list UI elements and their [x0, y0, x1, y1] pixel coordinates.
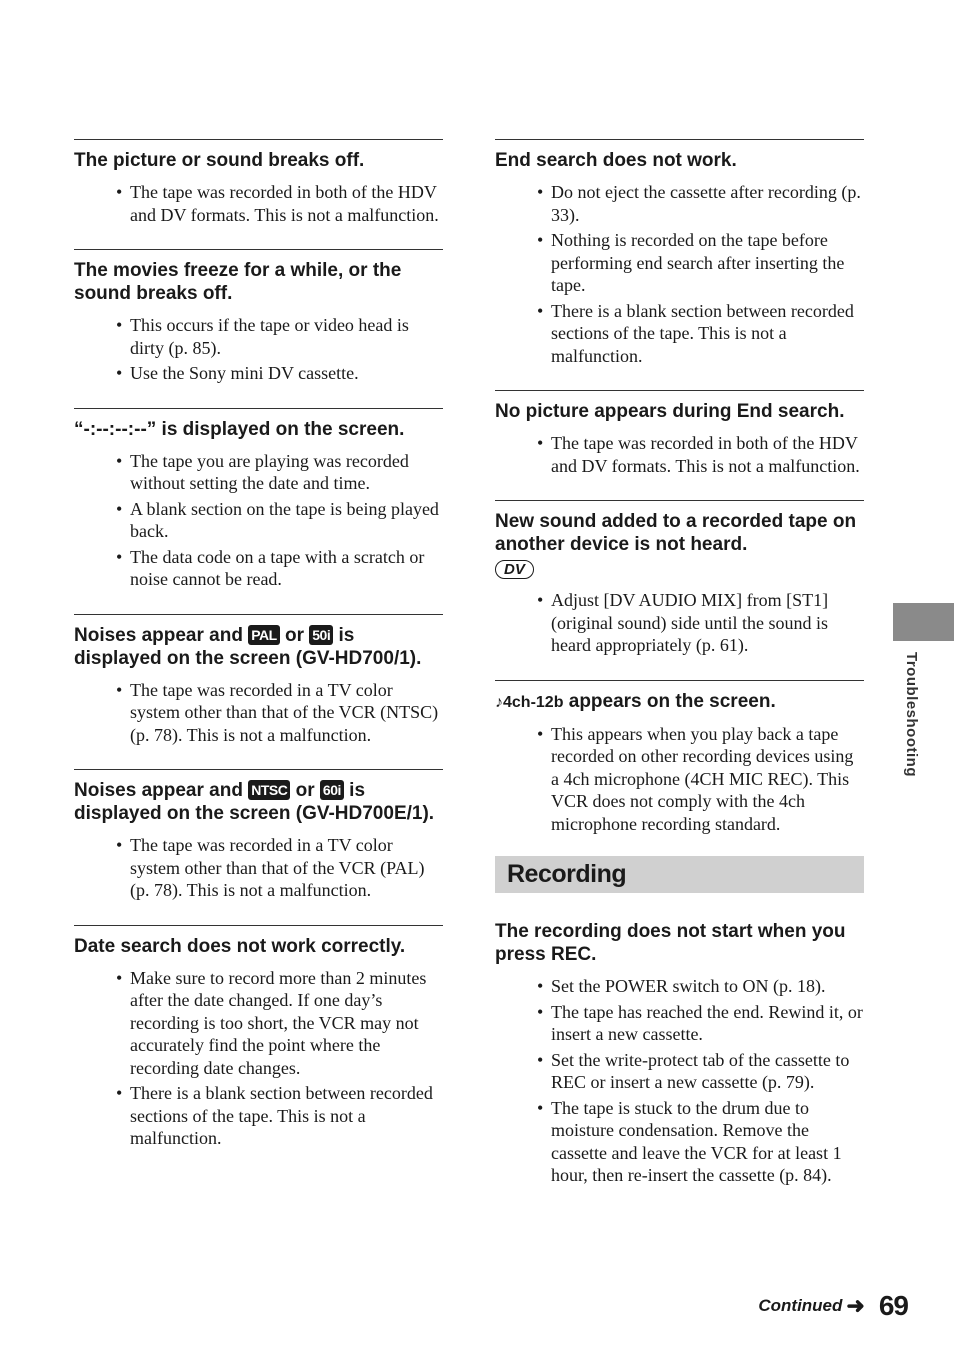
bullet-list	[74, 967, 443, 1150]
list-item: • Make sure to record more than 2 minutes after the date changed. If one day’s recording is too short, the VCR may not accurately find the point where the recording date changes.	[116, 967, 443, 1080]
list-item: • The data code on a tape with a scratch or noise cannot be read.	[116, 546, 443, 591]
heading-text: appears on the screen.	[568, 690, 776, 712]
section-time-dashes	[74, 408, 443, 591]
right-column	[495, 139, 864, 1190]
4ch-12b-icon: ♪4ch-12b	[495, 693, 564, 711]
list-item: • Do not eject the cassette after recording (p. 33).	[537, 181, 864, 226]
list-item: • There is a blank section between recorded sections of the tape. This is not a malfunction.	[537, 300, 864, 368]
bullet-list	[495, 181, 864, 367]
dv-icon: DV	[495, 560, 534, 579]
section-heading: The picture or sound breaks off.	[74, 150, 365, 171]
section-heading: Date search does not work correctly.	[74, 935, 406, 957]
continued-label: Continued	[758, 1296, 843, 1315]
list-item: • Use the Sony mini DV cassette.	[116, 362, 443, 385]
heading-text: Noises appear and	[74, 624, 243, 646]
list-item: • Set the write-protect tab of the cassette to REC or insert a new cassette (p. 79).	[537, 1049, 864, 1094]
section-noises-ntsc	[74, 769, 443, 902]
bullet-list	[74, 450, 443, 591]
section-heading: The movies freeze for a while, or the sound breaks off.	[74, 260, 402, 304]
list-item: • This appears when you play back a tape recorded on other recording devices using a 4ch microphone (4CH MIC REC). This VCR does not comply with the 4ch microphone recording standard.	[537, 723, 864, 836]
section-heading: “-:--:--:--” is displayed on the screen.	[74, 418, 405, 440]
section-heading	[495, 510, 864, 580]
bullet-list	[74, 679, 443, 747]
pal-icon: PAL	[248, 625, 279, 645]
section-heading	[74, 624, 443, 670]
section-heading	[495, 690, 864, 714]
chapter-tab	[893, 603, 954, 641]
list-item: • The tape was recorded in a TV color system other than that of the VCR (NTSC) (p. 78). This is not a malfunction.	[116, 679, 443, 747]
arrow-right-icon: ➜	[846, 1293, 865, 1318]
section-heading: No picture appears during End search.	[495, 401, 845, 422]
banner-title: Recording	[507, 860, 627, 888]
bullet-list	[74, 181, 443, 226]
bullet-list	[495, 589, 864, 657]
section-heading: End search does not work.	[495, 150, 737, 171]
left-column	[74, 139, 443, 1153]
list-item: • Adjust [DV AUDIO MIX] from [ST1] (original sound) side until the sound is heard appropriately (p. 61).	[537, 589, 864, 657]
list-item: • The tape you are playing was recorded without setting the date and time.	[116, 450, 443, 495]
list-item: • A blank section on the tape is being played back.	[116, 498, 443, 543]
heading-text: or	[284, 624, 304, 646]
heading-text: Noises appear and	[74, 780, 243, 801]
bullet-list	[74, 834, 443, 902]
ntsc-icon: NTSC	[248, 780, 290, 800]
section-heading: The recording does not start when you press REC.	[495, 921, 846, 965]
list-item: • This occurs if the tape or video head is dirty (p. 85).	[116, 314, 443, 359]
list-item: • Nothing is recorded on the tape before performing end search after inserting the tape.	[537, 229, 864, 297]
section-movies-freeze	[74, 249, 443, 385]
page-number: 69	[878, 1290, 908, 1321]
bullet-list	[495, 723, 864, 836]
list-item: • The tape has reached the end. Rewind it, or insert a new cassette.	[537, 1001, 864, 1046]
section-recording-not-start	[495, 920, 864, 1187]
section-new-sound	[495, 500, 864, 657]
list-item: • The tape is stuck to the drum due to moisture condensation. Remove the cassette and leave the VCR for at least 1 hour, then re-insert the cassette (p. 84).	[537, 1097, 864, 1187]
heading-text: is displayed on the screen (GV-HD700/1).	[74, 624, 422, 669]
chapter-label: Troubleshooting	[903, 652, 920, 777]
list-item: • There is a blank section between recorded sections of the tape. This is not a malfunction.	[116, 1082, 443, 1150]
section-no-picture-end-search	[495, 390, 864, 477]
heading-text: or	[295, 780, 315, 801]
heading-text: New sound added to a recorded tape on another device is not heard.	[495, 511, 857, 555]
bullet-list	[74, 314, 443, 385]
page-footer	[758, 1290, 908, 1322]
list-item: • The tape was recorded in both of the HDV and DV formats. This is not a malfunction.	[537, 432, 864, 477]
list-item: • The tape was recorded in both of the HDV and DV formats. This is not a malfunction.	[116, 181, 443, 226]
60i-icon: 60i	[320, 780, 344, 800]
section-end-search	[495, 139, 864, 367]
bullet-list	[495, 432, 864, 477]
list-item: • Set the POWER switch to ON (p. 18).	[537, 975, 864, 998]
section-date-search	[74, 925, 443, 1150]
section-picture-sound-breaks	[74, 139, 443, 226]
list-item: • The tape was recorded in a TV color system other than that of the VCR (PAL) (p. 78). This is not a malfunction.	[116, 834, 443, 902]
section-noises-pal	[74, 614, 443, 747]
heading-text: is displayed on the screen (GV-HD700E/1).	[74, 780, 435, 824]
section-4ch-appears	[495, 680, 864, 836]
recording-banner	[495, 856, 864, 893]
bullet-list	[495, 975, 864, 1187]
section-heading	[74, 779, 443, 825]
50i-icon: 50i	[309, 625, 333, 645]
